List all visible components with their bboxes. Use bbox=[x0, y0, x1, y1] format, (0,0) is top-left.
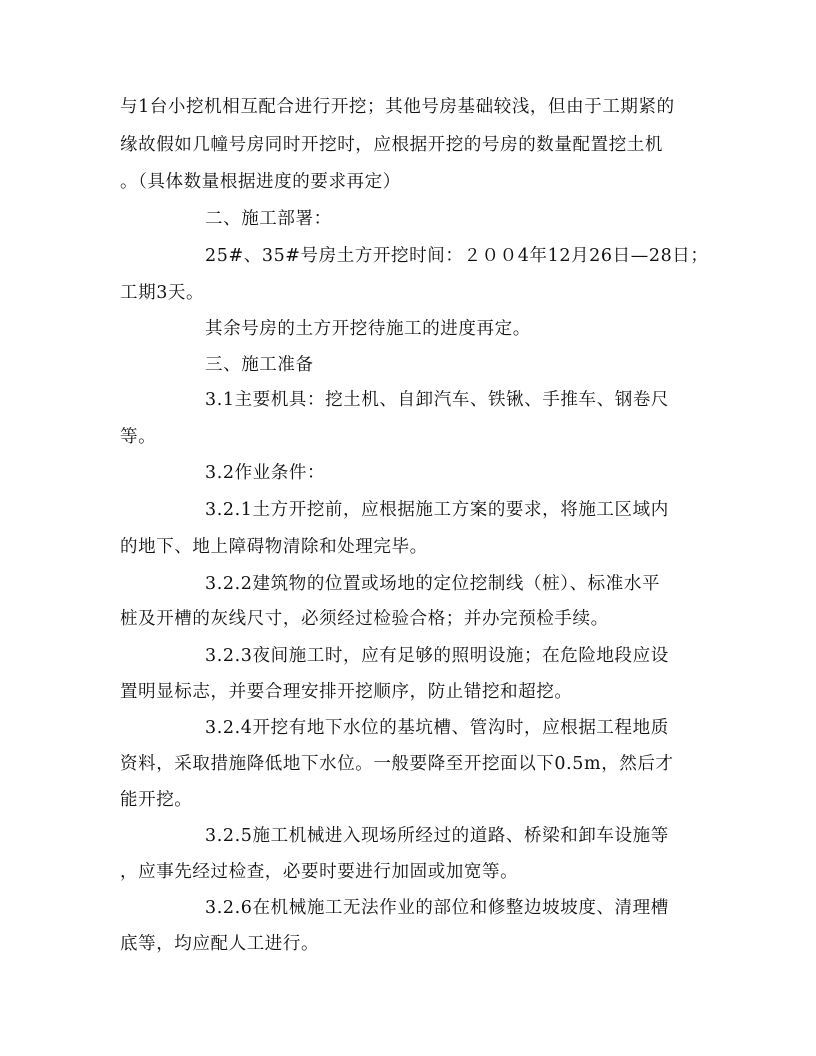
body-text-line: ，应事先经过检查，必要时要进行加固或加宽等。 bbox=[120, 862, 519, 882]
subsection-heading: 3.2作业条件： bbox=[205, 463, 326, 483]
body-text-line: 。（具体数量根据进度的要求再定） bbox=[120, 172, 401, 192]
body-text-line: 桩及开槽的灰线尺寸，必须经过检验合格；并办完预检手续。 bbox=[120, 609, 609, 629]
section-heading: 三、施工准备 bbox=[205, 355, 314, 375]
body-text-line: 3.2.2建筑物的位置或场地的定位挖制线（桩）、标准水平 bbox=[205, 574, 661, 594]
body-text-line: 3.2.4开挖有地下水位的基坑槽、管沟时，应根据工程地质 bbox=[205, 718, 669, 738]
body-text-line: 置明显标志，并要合理安排开挖顺序，防止错挖和超挖。 bbox=[120, 682, 573, 702]
body-text-line: 等。 bbox=[120, 427, 157, 447]
body-text-line: 能开挖。 bbox=[120, 790, 193, 810]
body-text-line: 3.1主要机具：挖土机、自卸汽车、铁锹、手推车、钢卷尺 bbox=[205, 390, 670, 410]
body-text-line: 资料，采取措施降低地下水位。一般要降至开挖面以下0.5m，然后才 bbox=[120, 754, 674, 774]
body-text-line: 3.2.3夜间施工时，应有足够的照明设施；在危险地段应设 bbox=[205, 646, 669, 666]
body-text-line: 3.2.6在机械施工无法作业的部位和修整边坡坡度、清理槽 bbox=[205, 898, 669, 918]
body-text-line: 3.2.1土方开挖前，应根据施工方案的要求，将施工区域内 bbox=[205, 500, 669, 520]
body-text-line: 其余号房的土方开挖待施工的进度再定。 bbox=[205, 319, 531, 339]
body-text-line: 的地下、地上障碍物清除和处理完毕。 bbox=[120, 537, 428, 557]
body-text-line: 25#、35#号房土方开挖时间：２００4年12月26日—28日； bbox=[205, 246, 709, 266]
body-text-line: 底等，均应配人工进行。 bbox=[120, 934, 320, 954]
body-text-line: 与1台小挖机相互配合进行开挖；其他号房基础较浅，但由于工期紧的 bbox=[120, 97, 675, 117]
body-text-line: 工期3天。 bbox=[120, 283, 205, 303]
body-text-line: 缘故假如几幢号房同时开挖时，应根据开挖的号房的数量配置挖土机 bbox=[120, 135, 663, 155]
body-text-line: 3.2.5施工机械进入现场所经过的道路、桥梁和卸车设施等 bbox=[205, 826, 669, 846]
section-heading: 二、施工部署： bbox=[205, 209, 332, 229]
